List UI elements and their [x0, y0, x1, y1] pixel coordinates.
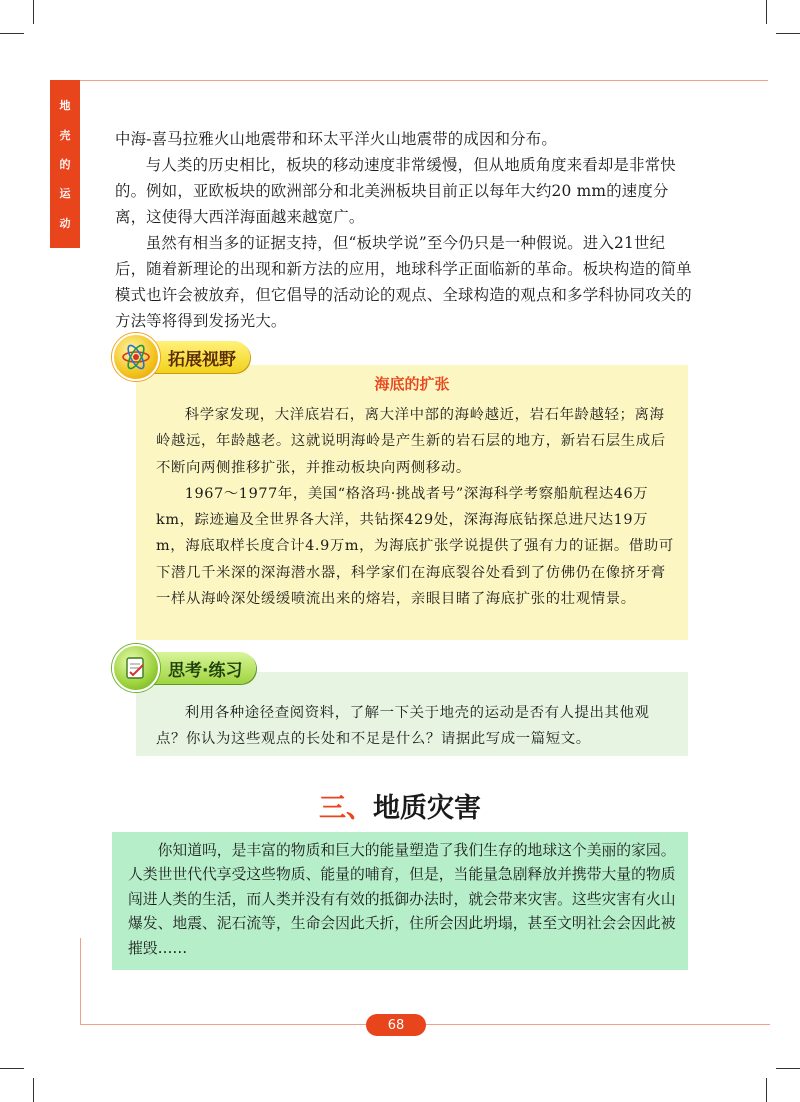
- chapter-intro-text: [128, 839, 676, 961]
- chapter-number: 三、: [319, 793, 373, 824]
- side-tab-char: 运: [59, 187, 71, 201]
- intro-paragraph: 虽然有相当多的证据支持，但“板块学说”至今仍只是一种假说。进入21世纪后，随着新理论的出现和新方法的应用，地球科学正面临新的革命。板块构造的简单模式也许会被放弃，但它倡导的活动论的观点、全球构造的观点和多学科协同攻关的方法等将得到发扬光大。: [115, 234, 692, 330]
- footer-left-rule: [80, 938, 81, 1025]
- expand-vision-box: [136, 365, 688, 640]
- crop-mark: [766, 1078, 767, 1102]
- notepad-check-icon: [112, 644, 160, 692]
- crop-mark: [0, 1068, 24, 1069]
- chapter-side-tab: [50, 80, 80, 248]
- intro-text: [115, 126, 695, 334]
- exercise-paragraph: 利用各种途径查阅资料，了解一下关于地壳的运动是否有人提出其他观点？你认为这些观点的长处和不足是什么？请据此写成一篇短文。: [156, 705, 650, 747]
- chapter-title: 地质灾害: [373, 793, 481, 824]
- crop-mark: [33, 1078, 34, 1102]
- chapter-intro-panel: [112, 832, 688, 970]
- exercise-badge-label: 思考·练习: [146, 652, 256, 684]
- crop-mark: [776, 33, 800, 34]
- page-number: 68: [366, 1014, 426, 1036]
- expand-section-title: 海底的扩张: [374, 375, 450, 393]
- side-tab-char: 壳: [59, 128, 71, 142]
- atom-icon: [112, 333, 160, 381]
- chapter-heading: [0, 786, 800, 825]
- expand-paragraph: 1967～1977年，美国“格洛玛·挑战者号”深海科学考察船航程达46万km，踪迹遍及全世界各大洋，共钻探429处，深海海底钻探总进尺达19万m，海底取样长度合计4.9万m，为海底扩张学说提供了强有力的证据。借助可下潜几千米深的深海潜水器，科学家们在海底裂谷处看到了仿佛仍在像挤牙膏一样从海岭深处缓缓喷流出来的熔岩，亲眼目睹了海底扩张的壮观情景。: [156, 485, 674, 608]
- crop-mark: [0, 33, 24, 34]
- intro-paragraph: 中海-喜马拉雅火山地震带和环太平洋火山地震带的成因和分布。: [115, 130, 557, 148]
- crop-mark: [33, 0, 34, 24]
- expand-vision-badge: [112, 339, 250, 375]
- expand-paragraph: 科学家发现，大洋底岩石，离大洋中部的海岭越近，岩石年龄越轻；离海岭越远，年龄越老。这就说明海岭是产生新的岩石层的地方，新岩石层生成后不断向两侧推移扩张，并推动板块向两侧移动。: [156, 407, 666, 476]
- chapter-intro-paragraph: 你知道吗，是丰富的物质和巨大的能量塑造了我们生存的地球这个美丽的家园。人类世世代代享受这些物质、能量的哺育，但是，当能量急剧释放并携带大量的物质闯进人类的生活，而人类并没有有效的抵御办法时，就会带来灾害。这些灾害有火山爆发、地震、泥石流等，生命会因此夭折，住所会因此坍塌，甚至文明社会会因此被摧毁……: [128, 842, 676, 957]
- expand-text: [156, 402, 676, 612]
- expand-badge-label: 拓展视野: [146, 341, 250, 373]
- side-tab-char: 地: [59, 99, 71, 113]
- side-tab-char: 动: [59, 216, 71, 230]
- exercise-badge: [112, 650, 256, 686]
- crop-mark: [776, 1068, 800, 1069]
- side-tab-char: 的: [59, 157, 71, 171]
- top-rule: [80, 80, 768, 81]
- crop-mark: [766, 0, 767, 24]
- intro-paragraph: 与人类的历史相比，板块的移动速度非常缓慢，但从地质角度来看却是非常快的。例如，亚欧板块的欧洲部分和北美洲板块目前正以每年大约20 mm的速度分离，这使得大西洋海面越来越宽广。: [115, 156, 676, 226]
- exercise-text: [156, 700, 676, 752]
